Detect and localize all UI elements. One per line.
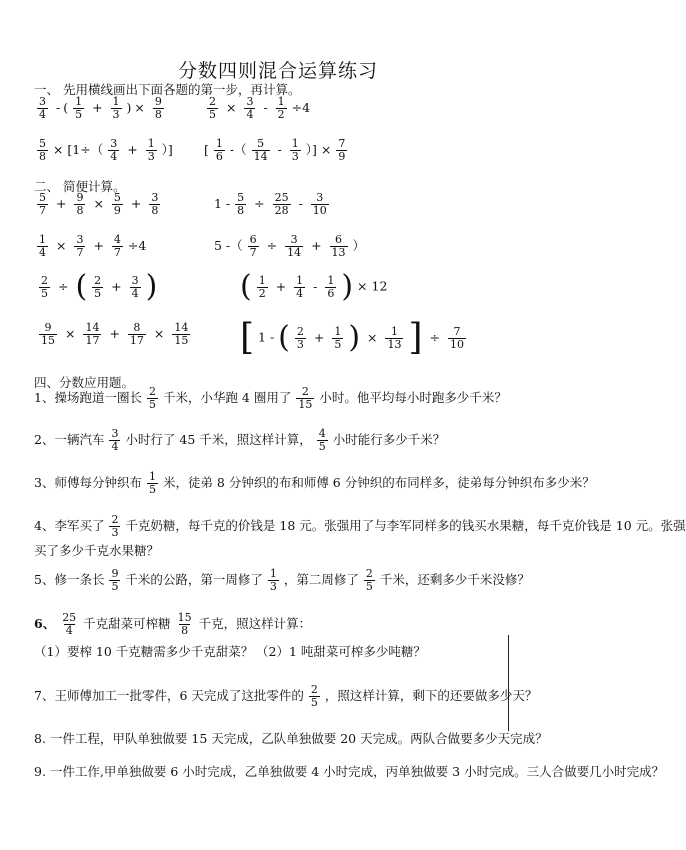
section-2-heading: 二、 简便计算。 (34, 179, 126, 194)
exercise-a1: $\frac{3}{4}$ - ( $\frac{1}{5}$ + $\frac{1}{3}$ ) × $\frac{9}{8}$ (39, 95, 162, 121)
problem-4-line2: 买了多少千克水果糖？ (34, 543, 160, 558)
exercise-a2: $\frac{2}{5}$ × $\frac{3}{4}$ - $\frac{1}{2}$ ÷4 (209, 95, 311, 121)
problem-9: 9. 一件工作,甲单独做要 6 小时完成，乙单独做要 4 小时完成，丙单独做要 3 小时完成。三人合做要几小时完成？ (34, 764, 665, 779)
exercise-a3: $\frac{5}{8}$ × [1÷（ $\frac{3}{4}$ + $\frac{1}{3}$ ）] (39, 137, 173, 163)
exercise-b5: $\frac{2}{5}$ ÷ ( $\frac{2}{5}$ + $\frac{3}{4}$ ) (41, 269, 158, 304)
exercise-b8: [ 1 - ( $\frac{2}{3}$ + $\frac{1}{5}$ ) × $\frac{1}{13}$ ] ÷ $\frac{7}{10}$ (240, 317, 464, 358)
problem-5: 5、修一条长 $\frac{9}{5}$ 千米的公路，第一周修了 $\frac{1}{3}$ ，第二周修了 $\frac{2}{5}$ 千米，还剩多少千米没修？ (34, 567, 530, 593)
exercise-b7: $\frac{9}{15}$ × $\frac{14}{17}$ + $\frac{8}{17}$ × $\frac{14}{15}$ (41, 321, 189, 347)
problem-1: 1、操场跑道一圈长 $\frac{2}{5}$ 千米，小华跑 4 圈用了 $\frac{2}{15}$ 小时。他平均每小时跑多少千米？ (34, 385, 507, 411)
exercise-b4: 5 -（ $\frac{6}{7}$ ÷ $\frac{3}{14}$ + $\frac{6}{13}$ ） (214, 233, 366, 259)
problem-6-sub-1: （1）要榨 10 千克糖需多少千克甜菜？ (34, 644, 254, 659)
page-title: 分数四则混合运算练习 (178, 60, 379, 82)
section-1-heading: 一、 先用横线画出下面各题的第一步，再计算。 (34, 82, 301, 97)
problem-7: 7、王师傅加工一批零件，6 天完成了这批零件的 $\frac{2}{5}$ ，照这样计算，剩下的还要做多少天？ (34, 683, 538, 709)
vertical-divider (508, 635, 509, 731)
problem-3: 3、师傅每分钟织布 $\frac{1}{5}$ 米，徒弟 8 分钟织的布和师傅 6 分钟织的布同样多，徒弟每分钟织布多少米？ (34, 470, 595, 496)
problem-6-sub-2: （2）1 吨甜菜可榨多少吨糖？ (256, 644, 426, 659)
exercise-b6: ( $\frac{1}{2}$ + $\frac{1}{4}$ - $\frac{1}{6}$ ) × 12 (240, 269, 388, 304)
problem-6: 6、 $\frac{25}{4}$ 千克甜菜可榨糖 $\frac{15}{8}$ 千克，照这样计算： (34, 611, 312, 637)
exercise-b2: 1 - $\frac{5}{8}$ ÷ $\frac{25}{28}$ - $\frac{3}{10}$ (214, 191, 327, 217)
exercise-a4: [ $\frac{1}{6}$ -（ $\frac{5}{14}$ - $\frac{1}{3}$ ）] × $\frac{7}{9}$ (204, 137, 346, 163)
problem-2: 2、一辆汽车 $\frac{3}{4}$ 小时行了 45 千米，照这样计算， $\frac{4}{5}$ 小时能行多少千米？ (34, 427, 446, 453)
problem-8: 8. 一件工程，甲队单独做要 15 天完成，乙队单独做要 20 天完成。两队合做要多少天完成？ (34, 731, 548, 746)
exercise-b1: $\frac{5}{7}$ + $\frac{9}{8}$ × $\frac{5}{9}$ + $\frac{3}{8}$ (39, 191, 159, 217)
section-4-heading: 四、分数应用题。 (34, 375, 135, 390)
problem-4: 4、李军买了 $\frac{2}{3}$ 千克奶糖，每千克的价钱是 18 元。张强用了与李军同样多的钱买水果糖，每千克价钱是 10 元。张强 (34, 513, 686, 539)
exercise-b3: $\frac{1}{4}$ × $\frac{3}{7}$ + $\frac{4}{7}$ ÷4 (39, 233, 147, 259)
